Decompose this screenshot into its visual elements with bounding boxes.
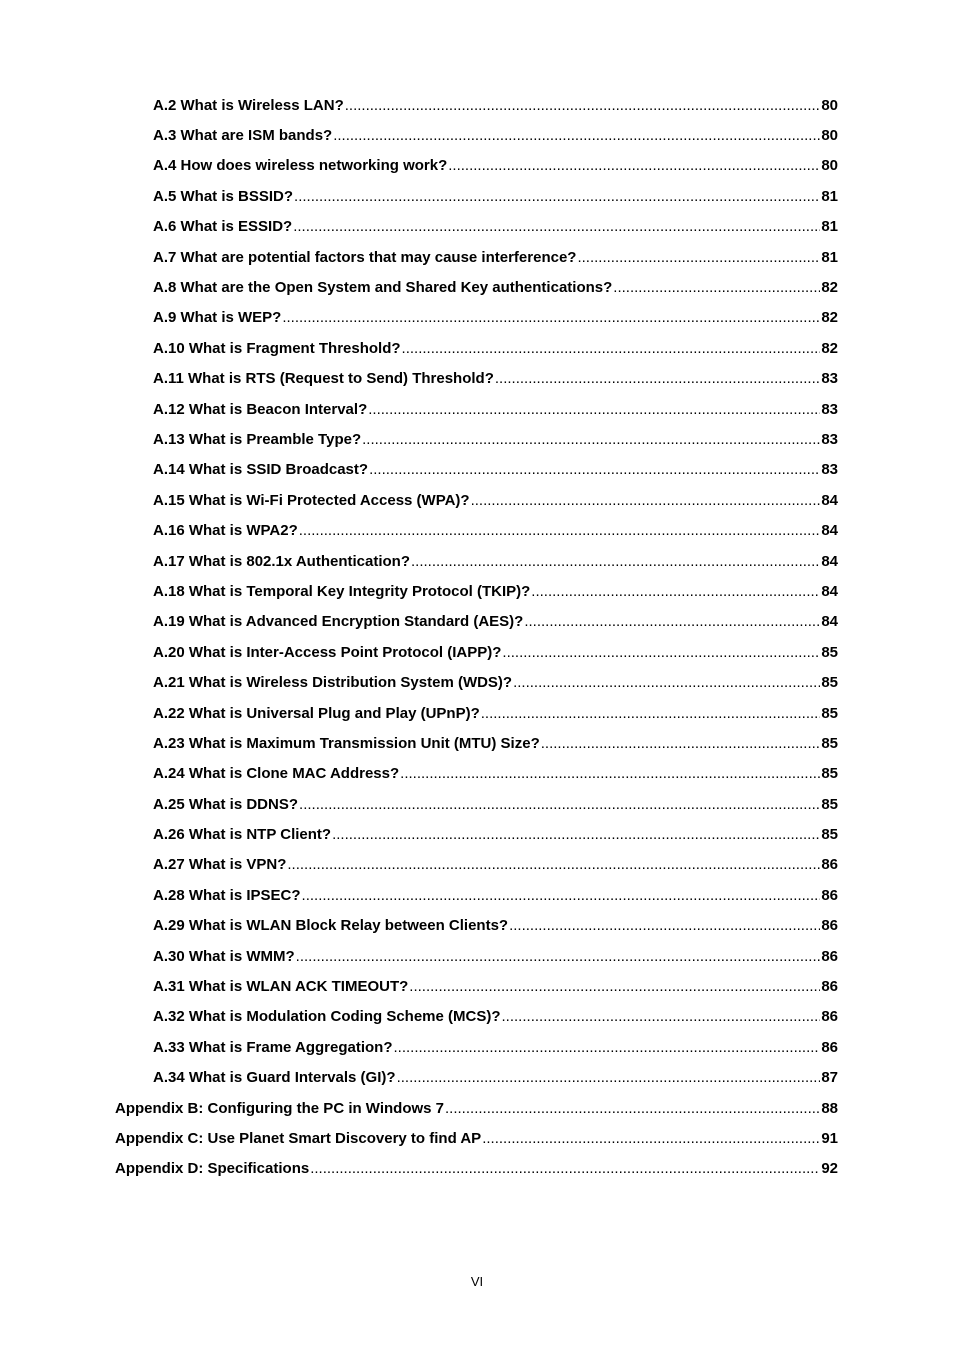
toc-entry[interactable] [0,90,954,120]
toc-dot-leader [502,1009,821,1024]
toc-entry-line [153,675,954,690]
toc-entry-title: A.30 What is WMM? [153,947,295,965]
toc-entry[interactable] [0,789,954,819]
toc-entry[interactable] [0,1002,954,1032]
toc-entry-title: A.16 What is WPA2? [153,522,298,540]
toc-entry-line [153,918,954,933]
toc-entry-line [153,402,954,417]
toc-entry[interactable] [0,242,954,272]
toc-entry-page: 86 [821,978,838,996]
toc-entry-line [153,189,954,204]
toc-entry-page: 81 [821,187,838,205]
toc-entry-page: 80 [821,157,838,175]
toc-entry-page: 82 [821,279,838,297]
toc-entry[interactable] [0,1154,954,1184]
toc-entry-line [153,462,954,477]
toc-entry-title: A.5 What is BSSID? [153,187,294,205]
toc-entry-page: 83 [821,370,838,388]
toc-entry-line [153,797,954,812]
toc-entry-page: 85 [821,795,838,813]
toc-entry-title: A.18 What is Temporal Key Integrity Protocol (TKIP)? [153,582,531,600]
toc-entry-line [153,371,954,386]
toc-dot-leader [513,675,820,690]
toc-dot-leader [296,949,821,964]
toc-entry-page: 83 [821,430,838,448]
toc-entry-page: 80 [821,127,838,145]
toc-entry-line [153,432,954,447]
toc-entry-line [153,706,954,721]
toc-dot-leader [332,827,820,842]
toc-entry-title: A.34 What is Guard Intervals (GI)? [153,1069,396,1087]
toc-entry-title: A.26 What is NTP Client? [153,826,332,844]
toc-dot-leader [333,128,820,143]
toc-entry-page: 85 [821,704,838,722]
toc-entry-line [153,888,954,903]
toc-entry-page: 81 [821,248,838,266]
toc-entry[interactable] [0,272,954,302]
toc-entry-page: 82 [821,339,838,357]
toc-entry-page: 91 [821,1129,838,1147]
toc-entry-title: A.9 What is WEP? [153,309,282,327]
toc-entry-page: 85 [821,674,838,692]
toc-entry-page: 84 [821,552,838,570]
toc-entry[interactable] [0,607,954,637]
toc-dot-leader [509,918,820,933]
toc-entry-title: A.17 What is 802.1x Authentication? [153,552,410,570]
toc-entry-page: 81 [821,218,838,236]
toc-entry-title: A.22 What is Universal Plug and Play (UPnP)? [153,704,480,722]
toc-entry-page: 80 [821,96,838,114]
toc-entry-page: 83 [821,400,838,418]
toc-dot-leader [495,371,820,386]
toc-entry[interactable] [0,485,954,515]
toc-entry[interactable] [0,1123,954,1153]
toc-entry-title: A.21 What is Wireless Distribution System (WDS)? [153,674,513,692]
toc-entry-page: 86 [821,1038,838,1056]
toc-entry-line [115,1161,954,1176]
toc-entry[interactable] [0,515,954,545]
toc-dot-leader [445,1101,820,1116]
toc-entry-title: Appendix B: Configuring the PC in Windows 7 [115,1099,445,1117]
toc-entry-title: A.2 What is Wireless LAN? [153,96,344,114]
toc-entry-page: 84 [821,491,838,509]
toc-entry-title: A.4 How does wireless networking work? [153,157,448,175]
toc-entry-page: 85 [821,734,838,752]
toc-entry-line [153,1070,954,1085]
toc-entry-page: 82 [821,309,838,327]
toc-entry-title: A.29 What is WLAN Block Relay between Clients? [153,917,509,935]
toc-entry-page: 85 [821,826,838,844]
toc-entry-title: A.27 What is VPN? [153,856,287,874]
toc-entry-line [153,493,954,508]
toc-entry-line [153,949,954,964]
toc-entry-line [153,310,954,325]
toc-entry-page: 85 [821,765,838,783]
toc-dot-leader [362,432,820,447]
toc-entry-line [153,1040,954,1055]
toc-entry-page: 85 [821,643,838,661]
toc-entry-page: 86 [821,917,838,935]
toc-entry[interactable] [0,1093,954,1123]
toc-dot-leader [310,1161,820,1176]
toc-entry[interactable] [0,455,954,485]
toc-entry-line [153,645,954,660]
toc-dot-leader [294,189,820,204]
toc-entry-page: 86 [821,1008,838,1026]
toc-entry-line [115,1101,954,1116]
toc-dot-leader [397,1070,821,1085]
toc-entry-title: A.19 What is Advanced Encryption Standard (AES)? [153,613,524,631]
toc-entry-title: A.11 What is RTS (Request to Send) Threshold? [153,370,494,388]
toc-entry[interactable] [0,1063,954,1093]
toc-entry-title: A.20 What is Inter-Access Point Protocol (IAPP)? [153,643,502,661]
toc-entry[interactable] [0,181,954,211]
toc-dot-leader [293,219,820,234]
toc-entry[interactable] [0,667,954,697]
toc-entry-line [153,341,954,356]
toc-entry-title: A.33 What is Frame Aggregation? [153,1038,393,1056]
toc-entry[interactable] [0,698,954,728]
toc-entry[interactable] [0,576,954,606]
toc-dot-leader [409,979,820,994]
toc-dot-leader [402,341,821,356]
toc-entry[interactable] [0,394,954,424]
toc-entry-page: 86 [821,886,838,904]
toc-entry-title: A.14 What is SSID Broadcast? [153,461,369,479]
toc-entry-title: A.10 What is Fragment Threshold? [153,339,401,357]
toc-dot-leader [613,280,820,295]
toc-entry[interactable] [0,303,954,333]
toc-entry-line [153,736,954,751]
toc-dot-leader [524,614,820,629]
toc-entry-page: 87 [821,1069,838,1087]
toc-dot-leader [368,402,820,417]
toc-entry-line [153,98,954,113]
toc-dot-leader [393,1040,820,1055]
toc-entry[interactable] [0,759,954,789]
toc-entry-title: Appendix D: Specifications [115,1160,310,1178]
toc-dot-leader [287,857,820,872]
toc-dot-leader [299,523,821,538]
toc-entry[interactable] [0,151,954,181]
toc-dot-leader [282,310,820,325]
toc-entry-line [153,857,954,872]
toc-entry-page: 84 [821,522,838,540]
toc-entry-page: 86 [821,947,838,965]
toc-entry-line [153,979,954,994]
toc-entry-line [153,280,954,295]
toc-dot-leader [400,766,820,781]
toc-entry[interactable] [0,971,954,1001]
toc-entry[interactable] [0,546,954,576]
toc-entry[interactable] [0,850,954,880]
toc-entry-title: A.13 What is Preamble Type? [153,430,362,448]
toc-entry[interactable] [0,941,954,971]
toc-dot-leader [299,797,820,812]
toc-entry-line [115,1131,954,1146]
toc-entry-title: A.28 What is IPSEC? [153,886,301,904]
toc-entry-line [153,614,954,629]
toc-entry[interactable] [0,880,954,910]
toc-dot-leader [411,554,820,569]
toc-entry-title: A.8 What are the Open System and Shared Key authentications? [153,279,613,297]
toc-dot-leader [302,888,821,903]
toc-dot-leader [345,98,821,113]
toc-dot-leader [369,462,820,477]
toc-entry[interactable] [0,819,954,849]
table-of-contents [0,90,954,1184]
toc-entry-line [153,250,954,265]
toc-dot-leader [541,736,821,751]
toc-entry-line [153,766,954,781]
toc-entry-line [153,219,954,234]
toc-entry[interactable] [0,212,954,242]
toc-entry-page: 88 [821,1099,838,1117]
toc-entry-page: 86 [821,856,838,874]
toc-entry-title: A.12 What is Beacon Interval? [153,400,368,418]
toc-entry-line [153,554,954,569]
toc-dot-leader [502,645,820,660]
toc-entry-page: 83 [821,461,838,479]
toc-entry-line [153,158,954,173]
toc-entry-page: 92 [821,1160,838,1178]
toc-entry-title: A.24 What is Clone MAC Address? [153,765,400,783]
toc-entry-line [153,827,954,842]
toc-entry-title: A.31 What is WLAN ACK TIMEOUT? [153,978,409,996]
toc-entry-title: A.32 What is Modulation Coding Scheme (MCS)? [153,1008,501,1026]
toc-entry[interactable] [0,424,954,454]
toc-entry-title: Appendix C: Use Planet Smart Discovery to find AP [115,1129,482,1147]
toc-entry-page: 84 [821,582,838,600]
toc-entry-title: A.7 What are potential factors that may cause interference? [153,248,577,266]
toc-entry[interactable] [0,333,954,363]
toc-entry-title: A.6 What is ESSID? [153,218,293,236]
toc-dot-leader [577,250,820,265]
toc-entry-line [153,584,954,599]
toc-entry[interactable] [0,1032,954,1062]
toc-entry-title: A.25 What is DDNS? [153,795,299,813]
toc-entry-line [153,1009,954,1024]
toc-dot-leader [448,158,820,173]
toc-entry-page: 84 [821,613,838,631]
toc-entry[interactable] [0,728,954,758]
toc-entry[interactable] [0,364,954,394]
toc-entry[interactable] [0,637,954,667]
toc-dot-leader [531,584,820,599]
toc-entry-title: A.3 What are ISM bands? [153,127,333,145]
toc-dot-leader [481,706,821,721]
toc-entry[interactable] [0,120,954,150]
toc-entry-line [153,128,954,143]
page-number: VI [470,1274,484,1289]
toc-entry-line [153,523,954,538]
toc-entry[interactable] [0,911,954,941]
toc-entry-title: A.23 What is Maximum Transmission Unit (MTU) Size? [153,734,540,752]
toc-dot-leader [471,493,821,508]
toc-dot-leader [482,1131,820,1146]
toc-entry-title: A.15 What is Wi-Fi Protected Access (WPA)? [153,491,470,509]
